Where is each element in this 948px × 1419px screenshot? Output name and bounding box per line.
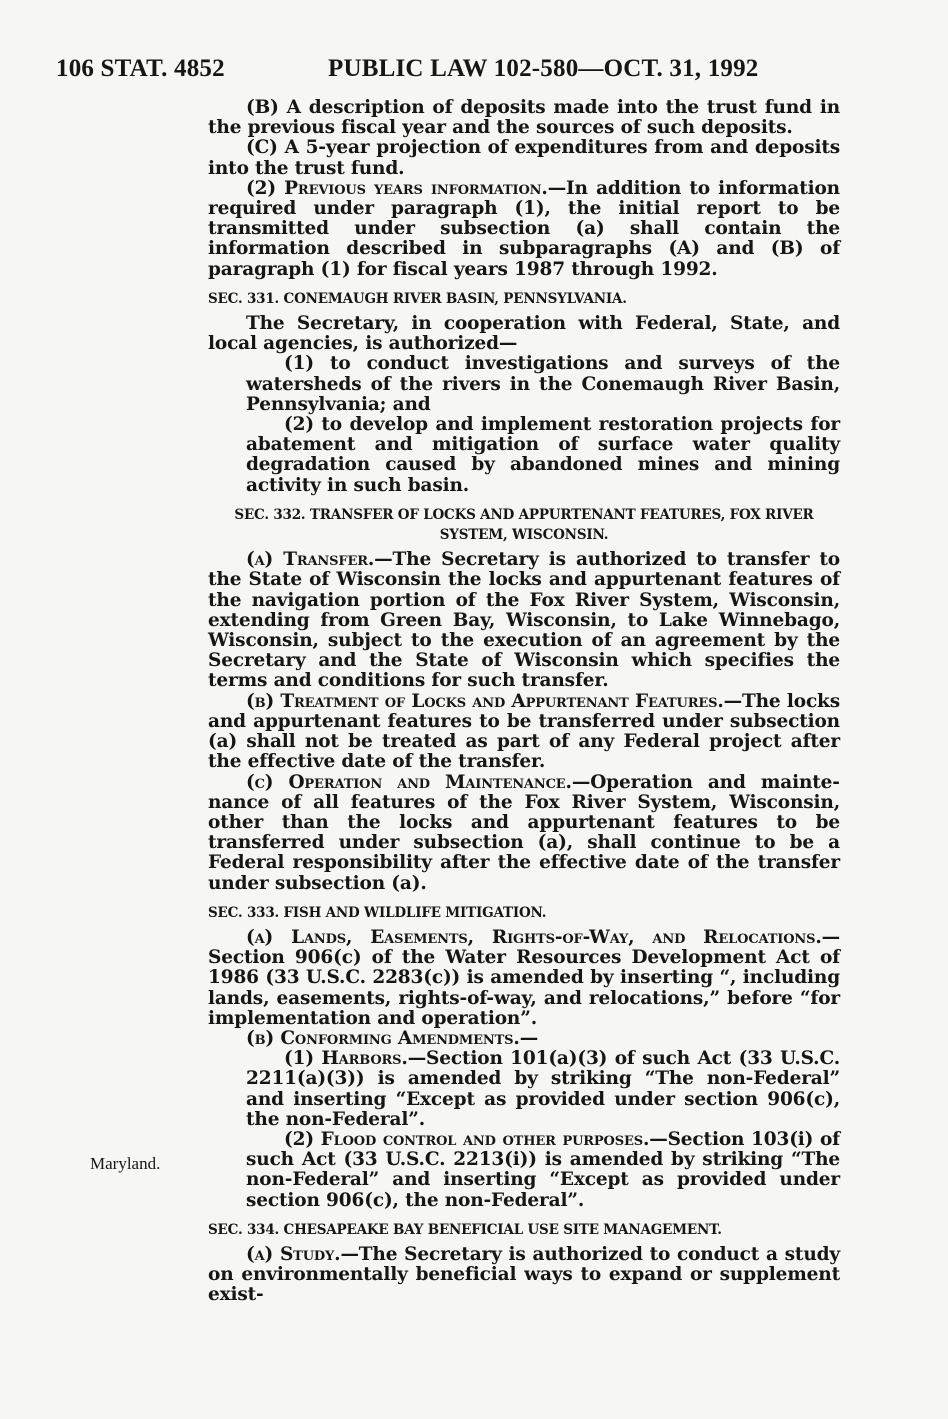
paragraph-a-transfer xyxy=(208,550,840,691)
paragraph-a-lands xyxy=(208,928,840,1029)
paragraph-text: —The locks and appurtenant features to be transferred under subsection (a) shall not be treated as part of any Federal project after the effective date of the transfer. xyxy=(208,690,840,773)
paragraph-heading: (a) Lands, Easements, Rights-of-Way, and Relocations. xyxy=(246,926,822,948)
paragraph-text: —In addition to information required under paragraph (1), the initial report to be transmitted under subsection (a) shall contain the information described in subparagraphs (A) and (B) of paragraph (1) for fiscal years 1987 through 1992. xyxy=(208,177,840,280)
paragraph-heading: (a) Transfer. xyxy=(246,549,375,571)
statute-page-number: 106 STAT. 4852 xyxy=(56,55,225,82)
paragraph-secretary-authorized: The Secretary, in cooperation with Federal, State, and local agencies, is authorized— xyxy=(208,313,840,355)
margin-note-maryland: Maryland. xyxy=(90,1154,161,1173)
paragraph-text: —Operation and maintenance of all features of the Fox River System, Wisconsin, other than the locks and appurtenant features to be transferred under subsection (a), shall continue to be a Federal responsibility after the effective date of the transfer under subsection (a). xyxy=(208,771,840,894)
paragraph-text: — Section 906(c) of the Water Resources Development Act of 1986 (33 U.S.C. 2283(c)) is amended by inserting “, including lands, easements, rights-of-way, and relocations,” before “for implementation and operation”. xyxy=(208,926,840,1029)
paragraph-heading: (b) Conforming Amendments. xyxy=(246,1027,520,1049)
section-heading-332: SEC. 332. TRANSFER OF LOCKS AND APPURTENANT FEATURES, FOX RIVER SYSTEM, WISCONSIN. xyxy=(234,506,814,544)
paragraph-heading: (2) Previous years information. xyxy=(246,177,548,199)
paragraph-c-operation xyxy=(208,773,840,894)
paragraph-b-treatment xyxy=(208,692,840,773)
paragraph-previous-years xyxy=(208,179,840,280)
paragraph-heading: (c) Operation and Maintenance. xyxy=(246,771,572,793)
paragraph-1-investigations: (1) to conduct investigations and surveys of the watersheds of the rivers in the Conemaugh River Basin, Pennsylvania; and xyxy=(246,353,840,415)
paragraph-2-restoration: (2) to develop and implement restoration projects for abatement and mitigation of surface water quality degradation caused by abandoned mines and mining activity in such basin. xyxy=(246,414,840,496)
statute-text-column xyxy=(208,98,840,1306)
paragraph-text: — xyxy=(519,1027,539,1049)
paragraph-text: —Section 103(i) of such Act (33 U.S.C. 2213(i)) is amended by striking “The non-Federal” and inserting “Except as provided under section 906(c), the non-Federal”. xyxy=(246,1128,840,1211)
paragraph-heading: (1) Harbors. xyxy=(284,1048,408,1070)
paragraph-1-harbors xyxy=(208,1049,840,1130)
paragraph-b-conforming xyxy=(208,1029,840,1049)
paragraph-2-flood-control xyxy=(208,1130,840,1211)
paragraph-text: —Section 101(a)(3) of such Act (33 U.S.C. 2211(a)(3)) is amended by striking “The non-Federal” and inserting “Except as provided under section 906(c), the non-Federal”. xyxy=(246,1048,840,1130)
section-heading-331: SEC. 331. CONEMAUGH RIVER BASIN, PENNSYLVANIA. xyxy=(208,290,627,307)
paragraph-heading: (2) Flood control and other purposes. xyxy=(284,1128,650,1150)
paragraph-a-study xyxy=(208,1245,840,1306)
public-law-header: PUBLIC LAW 102-580—OCT. 31, 1992 xyxy=(328,55,759,82)
paragraph-heading: (a) Study. xyxy=(246,1243,341,1265)
paragraph-c-projection: (C) A 5-year projection of expenditures from and deposits into the trust fund. xyxy=(208,137,840,179)
paragraph-heading: (b) Treatment of Locks and Appurtenant Features. xyxy=(246,690,724,712)
section-heading-333: SEC. 333. FISH AND WILDLIFE MITIGATION. xyxy=(208,904,547,921)
paragraph-text: —The Secretary is authorized to transfer to the State of Wisconsin the locks and appurtenant features of the navigation portion of the Fox River System, Wisconsin, extending from Green Bay, Wisconsin, to Lake Winnebago, Wisconsin, subject to the execution of an agreement by the Secretary and the State of Wisconsin which specifies the terms and conditions for such transfer. xyxy=(208,549,840,692)
section-heading-334: SEC. 334. CHESAPEAKE BAY BENEFICIAL USE SITE MANAGEMENT. xyxy=(208,1221,722,1238)
paragraph-text: —The Secretary is authorized to conduct a study on environmentally beneficial ways to expand or supplement exist- xyxy=(208,1243,840,1306)
paragraph-b-description: (B) A description of deposits made into the trust fund in the previous fiscal year and the sources of such deposits. xyxy=(208,97,840,139)
